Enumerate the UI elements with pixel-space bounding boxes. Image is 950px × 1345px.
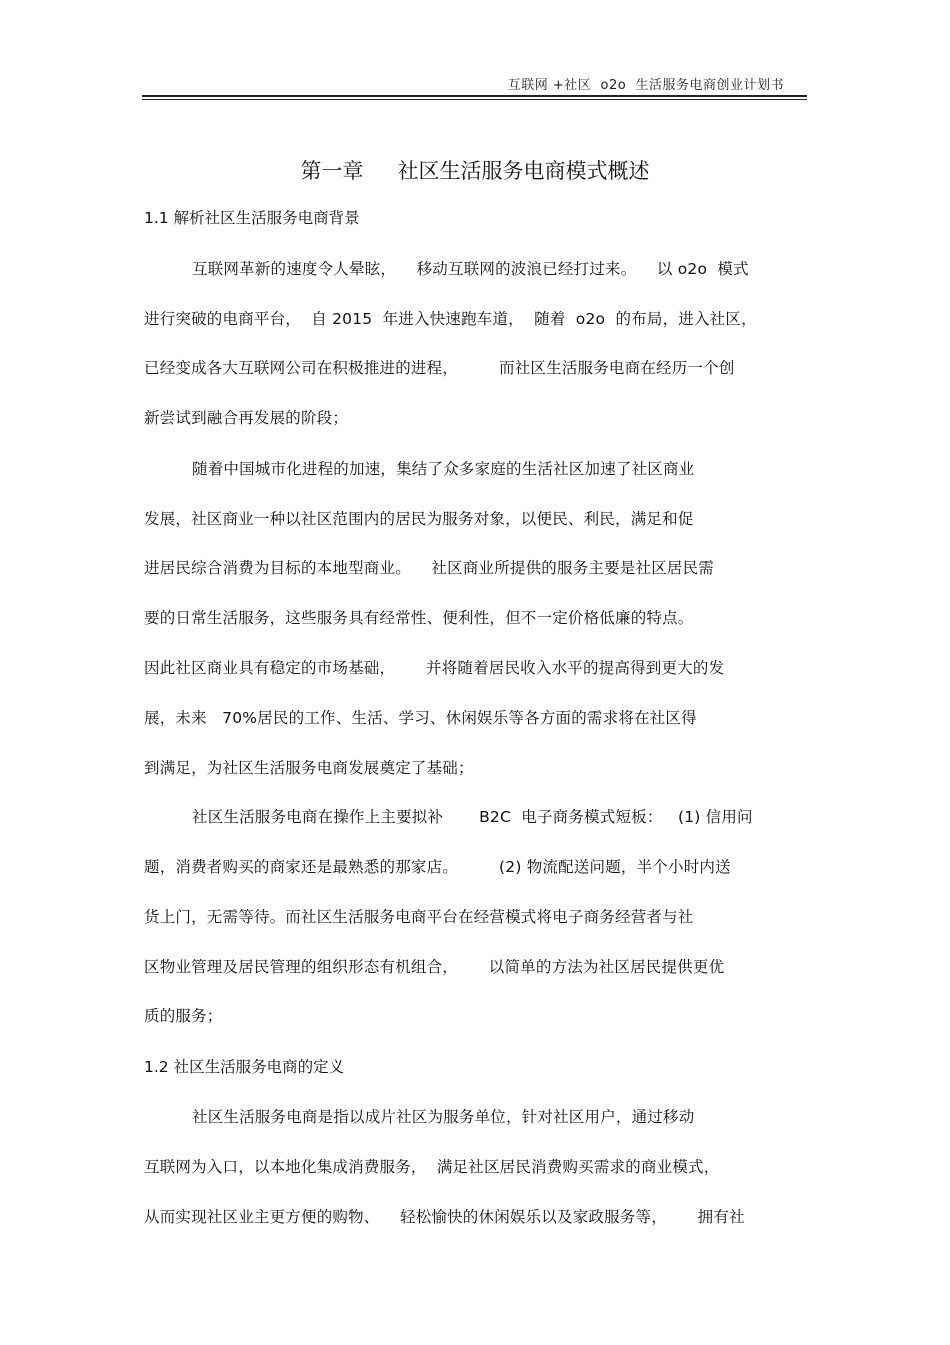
paragraph-line: 到满足，为社区生活服务电商发展奠定了基础； <box>144 759 474 777</box>
paragraph-line: 货上门，无需等待。而社区生活服务电商平台在经营模式将电子商务经营者与社 <box>144 908 694 926</box>
paragraph-line: 互联网革新的速度令人晕眩， 移动互联网的波浪已经打过来。 以 o2o 模式 <box>192 260 749 278</box>
paragraph-line: 发展，社区商业一种以社区范围内的居民为服务对象，以便民、利民，满足和促 <box>144 510 694 528</box>
paragraph-line: 随着中国城市化进程的加速，集结了众多家庭的生活社区加速了社区商业 <box>192 460 695 478</box>
paragraph-line: 要的日常生活服务，这些服务具有经常性、便利性，但不一定价格低廉的特点。 <box>144 609 694 627</box>
chapter-name: 社区生活服务电商模式概述 <box>397 159 650 183</box>
section-heading-1-2: 1.2 社区生活服务电商的定义 <box>144 1058 345 1076</box>
paragraph-line: 社区生活服务电商在操作上主要拟补 B2C 电子商务模式短板： (1) 信用问 <box>192 808 753 826</box>
paragraph-line: 新尝试到融合再发展的阶段； <box>144 409 349 427</box>
header-rule-thin <box>142 99 807 100</box>
paragraph-line: 展，未来 70%居民的工作、生活、学习、休闲娱乐等各方面的需求将在社区得 <box>144 709 697 727</box>
paragraph-line: 从而实现社区业主更方便的购物、 轻松愉快的休闲娱乐以及家政服务等， 拥有社 <box>144 1208 745 1226</box>
paragraph-line: 社区生活服务电商是指以成片社区为服务单位，针对社区用户，通过移动 <box>192 1108 695 1126</box>
running-header: 互联网 +社区 o2o 生活服务电商创业计划书 <box>507 78 784 93</box>
paragraph-line: 进居民综合消费为目标的本地型商业。 社区商业所提供的服务主要是社区居民需 <box>144 559 715 577</box>
paragraph-line: 已经变成各大互联网公司在积极推进的进程， 而社区生活服务电商在经历一个创 <box>144 359 735 377</box>
paragraph-line: 因此社区商业具有稳定的市场基础， 并将随着居民收入水平的提高得到更大的发 <box>144 659 725 677</box>
section-heading-1-1: 1.1 解析社区生活服务电商背景 <box>144 209 360 227</box>
paragraph-line: 题，消费者购买的商家还是最熟悉的那家店。 (2) 物流配送问题，半个小时内送 <box>144 858 731 876</box>
paragraph-line: 质的服务； <box>144 1007 223 1025</box>
paragraph-line: 进行突破的电商平台， 自 2015 年进入快速跑车道， 随着 o2o 的布局，进入社区， <box>144 310 757 328</box>
chapter-number: 第一章 <box>300 159 364 183</box>
paragraph-line: 区物业管理及居民管理的组织形态有机组合， 以简单的方法为社区居民提供更优 <box>144 958 725 976</box>
chapter-title <box>0 155 950 185</box>
paragraph-line: 互联网为入口，以本地化集成消费服务， 满足社区居民消费购买需求的商业模式， <box>144 1158 720 1176</box>
header-rule-thick <box>142 95 807 97</box>
